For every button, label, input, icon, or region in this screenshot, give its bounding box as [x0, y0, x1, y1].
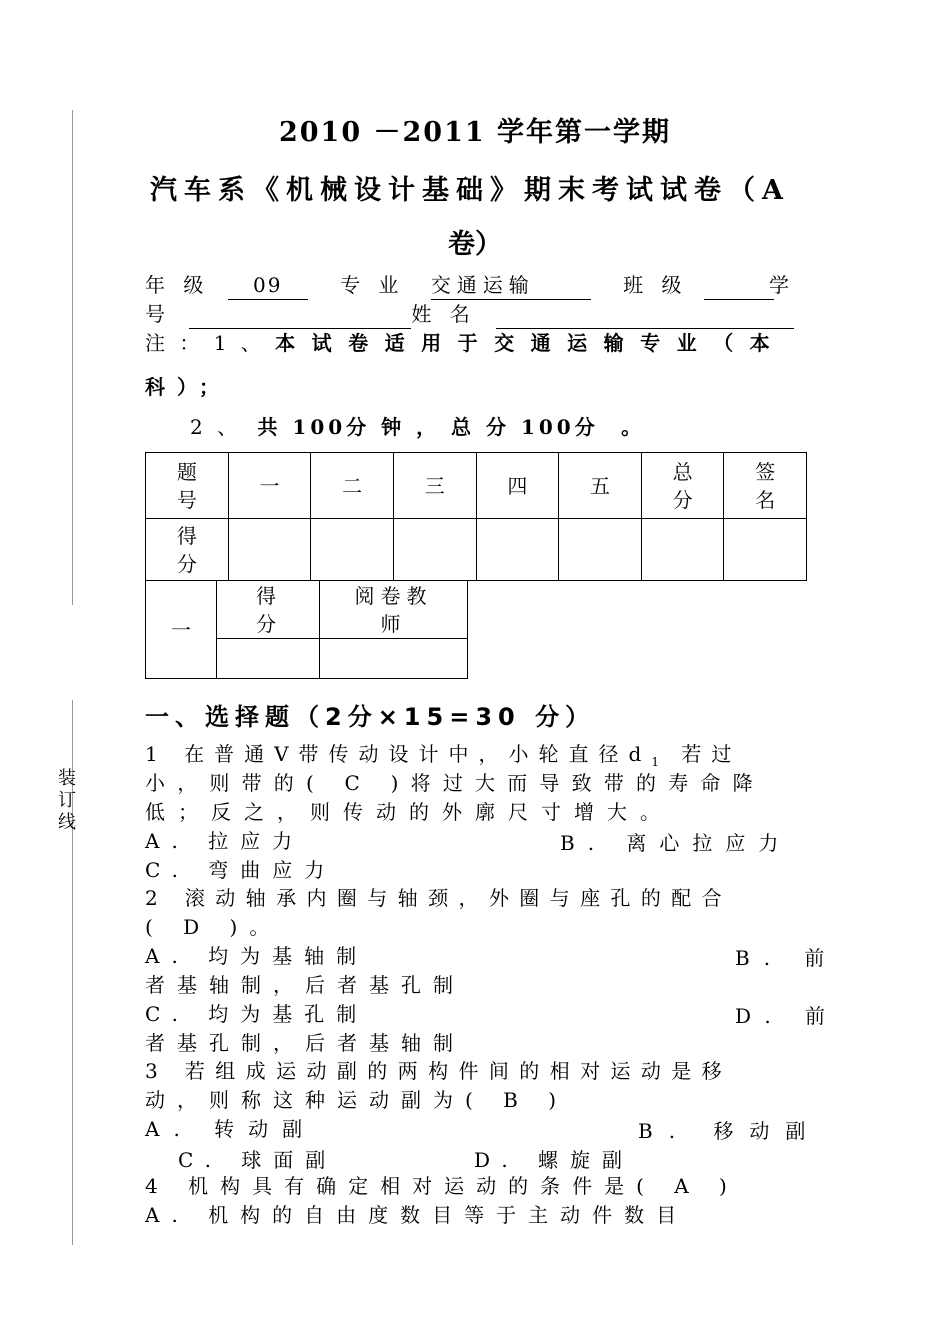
q3-option-a: A. 转动副 [145, 1117, 317, 1141]
major-field[interactable] [431, 271, 591, 300]
score-cell[interactable] [228, 519, 311, 581]
student-no-label-b: 号 [145, 302, 171, 326]
note1-prefix: 注 ： 1 、 [145, 331, 265, 355]
q1-subscript: 1 [651, 755, 659, 769]
score-row-label: 得 分 [146, 519, 229, 581]
q3-option-c: C. 球面副 [178, 1148, 338, 1172]
q1-option-c: C. 弯曲应力 [145, 858, 337, 882]
q2-line2: ( D )。 [145, 915, 282, 939]
section-heading: 一、选择题（2分×15=30 分） [145, 703, 596, 731]
note1 [145, 329, 795, 357]
grader-score-cell[interactable] [217, 639, 320, 679]
note1-cont: 科）； [145, 375, 231, 399]
q1-option-a: A. 拉应力 [145, 829, 305, 853]
student-no-label-a: 学 [769, 273, 795, 297]
q2-option-a: A. 均为基轴制 [145, 944, 369, 968]
grader-table [145, 580, 468, 679]
score-header-cell: 三 [393, 453, 476, 519]
score-header-cell: 五 [559, 453, 642, 519]
q1-text: 1 在普通V带传动设计中，小轮直径d [145, 742, 652, 766]
grader-table-row1 [146, 581, 468, 639]
score-table-header-row [146, 453, 807, 519]
q3-option-d: D. 螺旋副 [474, 1148, 635, 1172]
exam-title-course: 汽车系《机械设计基础》期末考试试卷（A [150, 175, 790, 206]
grade-field[interactable] [228, 271, 308, 300]
class-label: 班 级 [623, 273, 688, 297]
score-cell[interactable] [393, 519, 476, 581]
q2-option-b-cont: 者基轴制，后者基孔制 [145, 973, 465, 997]
major-label: 专 业 [340, 273, 405, 297]
q1-text-end: 若过 [681, 742, 742, 766]
student-no-field[interactable] [189, 300, 411, 329]
score-header-cell: 一 [228, 453, 311, 519]
note2-text: 共 100分 钟 ， 总 分 100分 [257, 415, 599, 439]
q2-option-b: B. 前 [735, 946, 839, 970]
binding-line-top [72, 110, 73, 605]
score-header-cell: 题 号 [146, 453, 229, 519]
grader-teacher-cell[interactable] [320, 639, 468, 679]
score-header-cell: 四 [476, 453, 559, 519]
grade-value: 09 [252, 273, 283, 297]
score-cell[interactable] [559, 519, 642, 581]
score-cell[interactable] [311, 519, 394, 581]
student-info-row1 [145, 271, 795, 300]
name-label: 姓 名 [411, 302, 476, 326]
q1-option-b: B. 离心拉应力 [560, 831, 792, 855]
q3-line2: 动，则称这种运动副为( B ) [145, 1088, 569, 1112]
binding-label [57, 768, 77, 834]
grader-teacher-label: 阅卷教 师 [320, 581, 468, 639]
exam-title-year: 2010 －2011 学年第一学期 [278, 117, 672, 148]
score-table [145, 452, 807, 581]
q2-line1: 2 滚动轴承内圈与轴颈，外圈与座孔的配合 [145, 886, 733, 910]
q3-line1: 3 若组成运动副的两构件间的相对运动是移 [145, 1059, 733, 1083]
q4-line1: 4 机构具有确定相对运动的条件是( A ) [145, 1174, 739, 1198]
name-field[interactable] [496, 300, 794, 329]
class-field[interactable] [704, 271, 774, 300]
q2-option-c: C. 均为基孔制 [145, 1002, 369, 1026]
q1-line3: 低；反之，则传动的外廓尺寸增大。 [145, 800, 673, 824]
note1-text: 本试卷适用于交通运输专业（本 [275, 331, 787, 355]
score-cell[interactable] [641, 519, 724, 581]
grader-score-label: 得 分 [217, 581, 320, 639]
q1-line2: 小，则带的( C )将过大而导致带的寿命降 [145, 771, 765, 795]
note2 [190, 413, 840, 441]
exam-title-paper: 卷） [448, 229, 502, 260]
note2-prefix: 2 、 [190, 415, 242, 439]
score-header-cell: 二 [311, 453, 394, 519]
score-cell[interactable] [476, 519, 559, 581]
student-info-row2 [145, 300, 795, 329]
score-header-cell: 签 名 [724, 453, 807, 519]
q3-option-b: B. 移动副 [638, 1119, 822, 1143]
q4-option-a: A. 机构的自由度数目等于主动件数目 [145, 1203, 689, 1227]
score-header-cell: 总 分 [641, 453, 724, 519]
score-cell[interactable] [724, 519, 807, 581]
q2-option-d-cont: 者基孔制，后者基轴制 [145, 1031, 465, 1055]
q2-option-d: D. 前 [735, 1004, 840, 1028]
grader-section-label: 一 [146, 581, 217, 679]
score-table-score-row [146, 519, 807, 581]
binding-label-text: 装订线 [58, 768, 76, 833]
major-value: 交通运输 [430, 273, 535, 297]
note2-end: 。 [621, 415, 646, 439]
grade-label: 年 级 [145, 273, 210, 297]
